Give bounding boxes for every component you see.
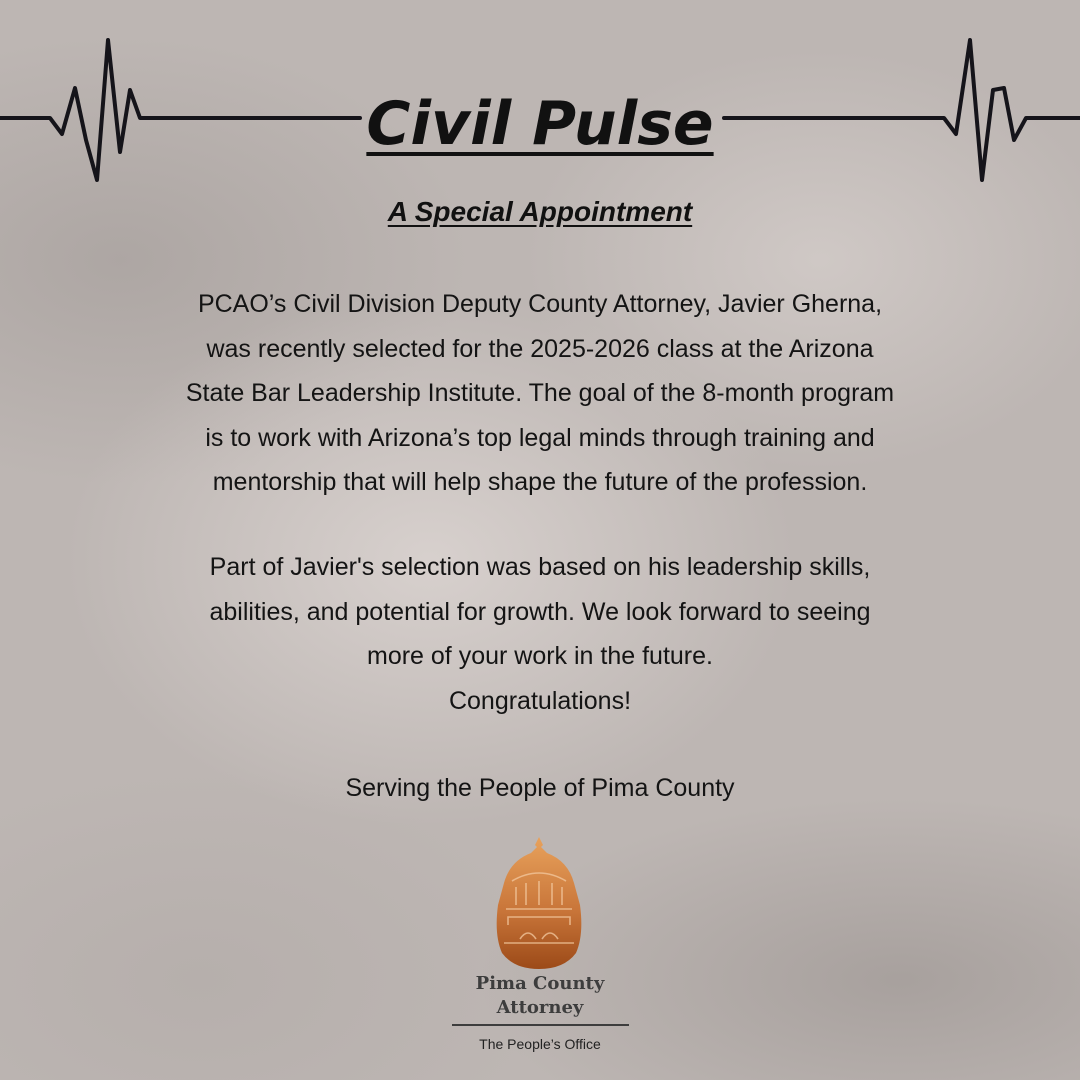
page-subtitle: A Special Appointment <box>387 196 693 227</box>
logo-name-line: Pima County <box>475 973 605 994</box>
text-line: more of your work in the future. <box>367 642 713 670</box>
text-line: Part of Javier's selection was based on his leadership skills, <box>209 553 871 581</box>
logo-name-line: Attorney <box>496 997 584 1018</box>
logo-tagline: The People’s Office <box>479 1036 601 1052</box>
text-line: State Bar Leadership Institute. The goal of the 8-month program <box>185 379 895 407</box>
text-line: PCAO’s Civil Division Deputy County Attorney, Javier Gherna, <box>197 290 883 318</box>
text-line: Congratulations! <box>448 686 632 715</box>
text-line: mentorship that will help shape the future of the profession. <box>212 468 868 496</box>
page-title: Civil Pulse <box>366 89 714 159</box>
text-line: abilities, and potential for growth. We look forward to seeing <box>209 597 871 626</box>
logo-divider <box>452 1024 629 1026</box>
text-line: was recently selected for the 2025-2026 class at the Arizona <box>206 334 874 363</box>
logo-wordmark <box>440 972 640 1020</box>
courthouse-dome-icon <box>494 835 584 970</box>
congratulations-paragraph <box>120 545 960 723</box>
announcement-paragraph <box>120 282 960 505</box>
pima-county-attorney-logo <box>440 835 640 1065</box>
closing-line: Serving the People of Pima County <box>345 774 735 802</box>
text-line: is to work with Arizona’s top legal minds through training and <box>205 423 875 452</box>
